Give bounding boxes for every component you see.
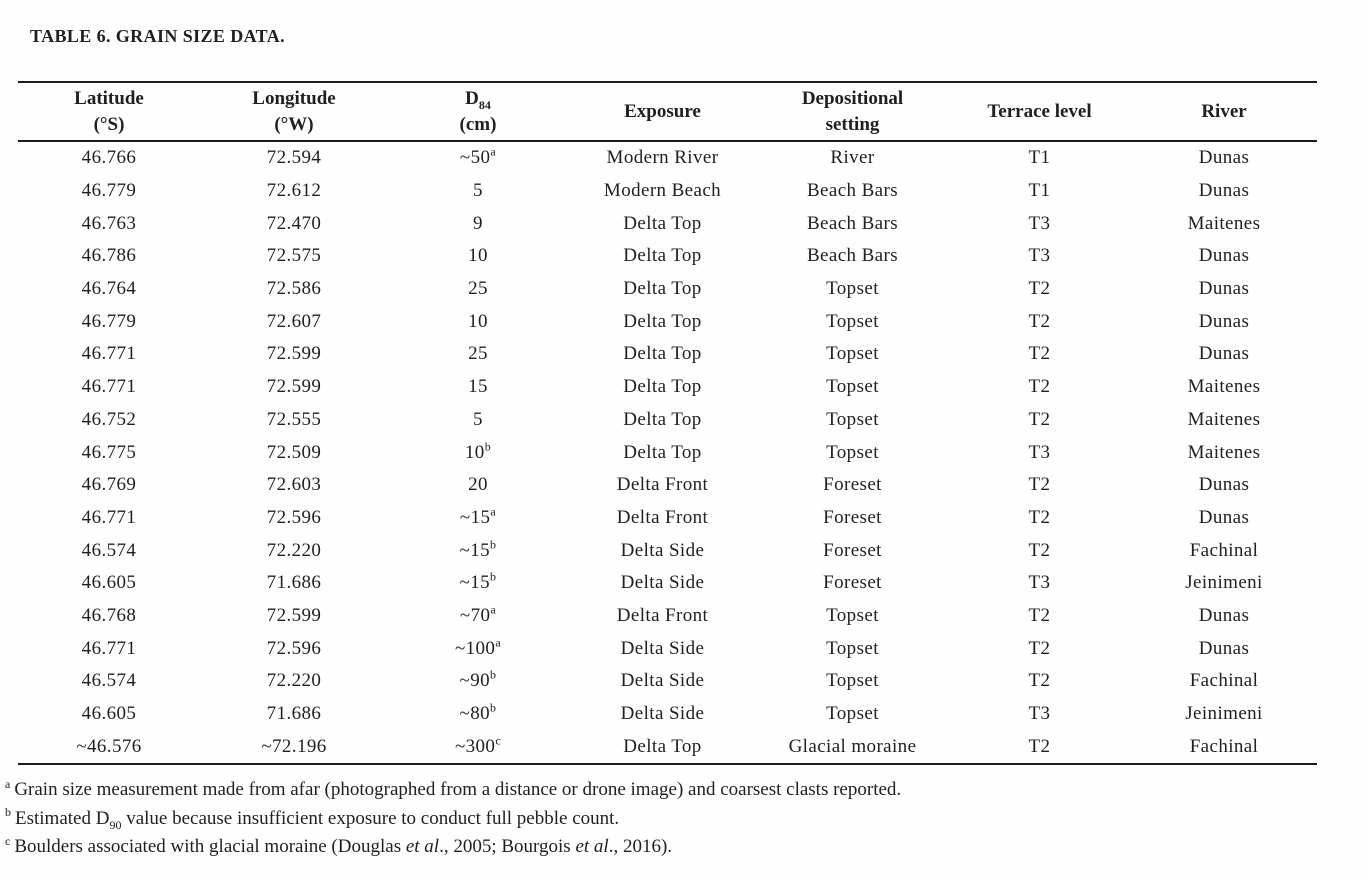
column-header-river: River bbox=[1131, 82, 1317, 141]
cell-latitude: 46.775 bbox=[81, 441, 137, 463]
cell-longitude: 72.599 bbox=[266, 376, 322, 398]
cell-d84: 10 bbox=[468, 245, 488, 267]
cell-terrace: T2 bbox=[1028, 376, 1051, 398]
cell-exposure: Delta Front bbox=[616, 506, 709, 528]
cell-d84: 25 bbox=[468, 343, 488, 365]
cell-terrace: T3 bbox=[1028, 212, 1051, 234]
table-row bbox=[18, 371, 1317, 404]
cell-terrace: T2 bbox=[1028, 604, 1051, 626]
table-row bbox=[18, 632, 1317, 665]
cell-d84: ~50$^a$ bbox=[459, 145, 497, 169]
cell-latitude: 46.771 bbox=[81, 506, 137, 528]
cell-latitude: 46.605 bbox=[81, 572, 137, 594]
cell-longitude: 72.594 bbox=[266, 147, 322, 169]
cell-latitude: 46.768 bbox=[81, 604, 137, 626]
footnote-b: $^b$ Estimated $D_{90}$ value because insufficient exposure to conduct full pebble count. bbox=[5, 805, 620, 832]
cell-terrace: T3 bbox=[1028, 703, 1051, 725]
cell-terrace: T2 bbox=[1028, 474, 1051, 496]
cell-d84: ~100$^a$ bbox=[454, 635, 502, 659]
cell-setting: Topset bbox=[826, 310, 879, 332]
cell-setting: Foreset bbox=[823, 474, 882, 496]
cell-exposure: Delta Top bbox=[623, 735, 702, 757]
cell-river: Jeinimeni bbox=[1185, 572, 1263, 594]
table-row bbox=[18, 534, 1317, 567]
cell-setting: Topset bbox=[826, 670, 879, 692]
table-row bbox=[18, 305, 1317, 338]
cell-latitude: 46.763 bbox=[81, 212, 137, 234]
cell-exposure: Delta Top bbox=[623, 310, 702, 332]
cell-river: Fachinal bbox=[1189, 670, 1259, 692]
cell-exposure: Delta Top bbox=[623, 278, 702, 300]
cell-terrace: T2 bbox=[1028, 310, 1051, 332]
cell-exposure: Delta Top bbox=[623, 376, 702, 398]
table-row bbox=[18, 175, 1317, 208]
table-title: TABLE 6. GRAIN SIZE DATA. bbox=[30, 26, 286, 46]
table-row bbox=[18, 600, 1317, 633]
cell-longitude: 72.596 bbox=[266, 637, 322, 659]
cell-exposure: Modern Beach bbox=[603, 180, 722, 202]
table-row bbox=[18, 730, 1317, 764]
cell-river: Maitenes bbox=[1187, 408, 1261, 430]
cell-exposure: Delta Top bbox=[623, 245, 702, 267]
cell-exposure: Delta Side bbox=[620, 572, 705, 594]
cell-latitude: 46.574 bbox=[81, 670, 137, 692]
cell-terrace: T2 bbox=[1028, 539, 1051, 561]
cell-longitude: 72.607 bbox=[266, 310, 322, 332]
cell-river: Dunas bbox=[1198, 180, 1250, 202]
cell-river: Dunas bbox=[1198, 474, 1250, 496]
cell-terrace: T2 bbox=[1028, 637, 1051, 659]
cell-setting: Beach Bars bbox=[806, 212, 899, 234]
cell-longitude: 72.586 bbox=[266, 278, 322, 300]
cell-river: Dunas bbox=[1198, 604, 1250, 626]
cell-longitude: 72.596 bbox=[266, 506, 322, 528]
cell-d84: 9 bbox=[473, 212, 483, 234]
cell-d84: ~15$^a$ bbox=[459, 504, 497, 528]
cell-terrace: T2 bbox=[1028, 735, 1051, 757]
cell-d84: 25 bbox=[468, 278, 488, 300]
cell-setting: Topset bbox=[826, 343, 879, 365]
column-header-d84: $D_{84}$ (cm) bbox=[388, 82, 568, 141]
cell-setting: Topset bbox=[826, 703, 879, 725]
cell-exposure: Delta Top bbox=[623, 343, 702, 365]
cell-setting: River bbox=[830, 147, 875, 169]
cell-latitude: 46.771 bbox=[81, 637, 137, 659]
cell-setting: Beach Bars bbox=[806, 245, 899, 267]
cell-exposure: Delta Top bbox=[623, 212, 702, 234]
cell-longitude: 72.509 bbox=[266, 441, 322, 463]
column-header-longitude: Longitude (°W) bbox=[200, 82, 388, 141]
footnote-a: $^a$ Grain size measurement made from afar (photographed from a distance or drone image) and coarsest clasts reported. bbox=[5, 776, 902, 800]
column-header-latitude: Latitude (°S) bbox=[18, 82, 200, 141]
cell-terrace: T3 bbox=[1028, 441, 1051, 463]
table-body bbox=[18, 141, 1317, 764]
table-row bbox=[18, 141, 1317, 175]
cell-d84: 5 bbox=[473, 408, 483, 430]
cell-terrace: T1 bbox=[1028, 147, 1051, 169]
cell-terrace: T2 bbox=[1028, 670, 1051, 692]
table-row bbox=[18, 273, 1317, 306]
cell-river: Dunas bbox=[1198, 278, 1250, 300]
cell-d84: 20 bbox=[468, 474, 488, 496]
footnote-marker: a bbox=[5, 776, 11, 791]
cell-river: Dunas bbox=[1198, 310, 1250, 332]
cell-longitude: 71.686 bbox=[266, 703, 322, 725]
footnote-marker: b bbox=[5, 805, 11, 820]
cell-river: Fachinal bbox=[1189, 735, 1259, 757]
cell-river: Jeinimeni bbox=[1185, 703, 1263, 725]
cell-latitude: 46.769 bbox=[81, 474, 137, 496]
table-header bbox=[18, 82, 1317, 141]
cell-river: Maitenes bbox=[1187, 212, 1261, 234]
cell-river: Dunas bbox=[1198, 637, 1250, 659]
cell-d84: 10$^b$ bbox=[464, 439, 492, 463]
table-row bbox=[18, 240, 1317, 273]
cell-setting: Topset bbox=[826, 441, 879, 463]
cell-latitude: 46.574 bbox=[81, 539, 137, 561]
cell-latitude: 46.771 bbox=[81, 343, 137, 365]
cell-longitude: 72.599 bbox=[266, 343, 322, 365]
cell-d84: ~80$^b$ bbox=[459, 700, 497, 725]
cell-setting: Beach Bars bbox=[806, 180, 899, 202]
table-row bbox=[18, 502, 1317, 535]
cell-d84: ~15$^b$ bbox=[459, 569, 497, 594]
cell-latitude: 46.752 bbox=[81, 408, 137, 430]
cell-terrace: T2 bbox=[1028, 278, 1051, 300]
cell-d84: ~15$^b$ bbox=[459, 537, 497, 561]
column-header-exposure: Exposure bbox=[568, 82, 757, 141]
column-header-setting: Depositional setting bbox=[757, 82, 948, 141]
cell-longitude: 72.220 bbox=[266, 670, 322, 692]
table-row bbox=[18, 567, 1317, 600]
table-row bbox=[18, 404, 1317, 437]
cell-exposure: Modern River bbox=[606, 147, 719, 169]
column-header-terrace: Terrace level bbox=[948, 82, 1131, 141]
cell-river: Fachinal bbox=[1189, 539, 1259, 561]
cell-latitude: ~46.576 bbox=[76, 735, 142, 757]
cell-terrace: T2 bbox=[1028, 506, 1051, 528]
footnote-c: $^c$ Boulders associated with glacial moraine (Douglas et al., 2005; Bourgois et al., 2016). bbox=[5, 833, 673, 857]
cell-exposure: Delta Side bbox=[620, 670, 705, 692]
table-row bbox=[18, 665, 1317, 698]
table-row bbox=[18, 698, 1317, 731]
cell-setting: Topset bbox=[826, 604, 879, 626]
table-row bbox=[18, 207, 1317, 240]
cell-setting: Topset bbox=[826, 376, 879, 398]
cell-setting: Topset bbox=[826, 637, 879, 659]
cell-terrace: T3 bbox=[1028, 245, 1051, 267]
cell-exposure: Delta Top bbox=[623, 441, 702, 463]
grain-size-table bbox=[18, 81, 1317, 765]
cell-latitude: 46.605 bbox=[81, 703, 137, 725]
header-row bbox=[18, 82, 1317, 141]
cell-d84: 15 bbox=[468, 376, 488, 398]
cell-longitude: 72.470 bbox=[266, 212, 322, 234]
cell-latitude: 46.771 bbox=[81, 376, 137, 398]
cell-exposure: Delta Top bbox=[623, 408, 702, 430]
cell-terrace: T3 bbox=[1028, 572, 1051, 594]
cell-exposure: Delta Side bbox=[620, 703, 705, 725]
cell-latitude: 46.779 bbox=[81, 310, 137, 332]
table-row bbox=[18, 436, 1317, 469]
cell-setting: Topset bbox=[826, 278, 879, 300]
cell-latitude: 46.786 bbox=[81, 245, 137, 267]
cell-longitude: 72.603 bbox=[266, 474, 322, 496]
cell-d84: ~70$^a$ bbox=[459, 602, 497, 626]
cell-terrace: T1 bbox=[1028, 180, 1051, 202]
footnotes bbox=[5, 776, 1335, 862]
cell-d84: 10 bbox=[468, 310, 488, 332]
cell-setting: Topset bbox=[826, 408, 879, 430]
cell-exposure: Delta Side bbox=[620, 637, 705, 659]
cell-river: Dunas bbox=[1198, 506, 1250, 528]
cell-longitude: 72.220 bbox=[266, 539, 322, 561]
cell-longitude: 71.686 bbox=[266, 572, 322, 594]
table-row bbox=[18, 338, 1317, 371]
cell-setting: Foreset bbox=[823, 539, 882, 561]
cell-exposure: Delta Front bbox=[616, 474, 709, 496]
cell-longitude: 72.599 bbox=[266, 604, 322, 626]
cell-setting: Foreset bbox=[823, 572, 882, 594]
cell-latitude: 46.779 bbox=[81, 180, 137, 202]
cell-exposure: Delta Side bbox=[620, 539, 705, 561]
cell-terrace: T2 bbox=[1028, 343, 1051, 365]
cell-setting: Foreset bbox=[823, 506, 882, 528]
cell-exposure: Delta Front bbox=[616, 604, 709, 626]
cell-river: Dunas bbox=[1198, 147, 1250, 169]
cell-d84: ~90$^b$ bbox=[459, 668, 497, 692]
cell-river: Maitenes bbox=[1187, 376, 1261, 398]
cell-latitude: 46.764 bbox=[81, 278, 137, 300]
footnote-marker: c bbox=[5, 833, 11, 848]
cell-d84: ~300$^c$ bbox=[454, 733, 502, 757]
cell-longitude: 72.575 bbox=[266, 245, 322, 267]
cell-river: Dunas bbox=[1198, 343, 1250, 365]
cell-setting: Glacial moraine bbox=[788, 735, 917, 757]
cell-d84: 5 bbox=[473, 180, 483, 202]
cell-river: Dunas bbox=[1198, 245, 1250, 267]
cell-longitude: ~72.196 bbox=[261, 735, 327, 757]
table-row bbox=[18, 469, 1317, 502]
cell-latitude: 46.766 bbox=[81, 147, 137, 169]
cell-longitude: 72.555 bbox=[266, 408, 322, 430]
cell-longitude: 72.612 bbox=[266, 180, 322, 202]
cell-terrace: T2 bbox=[1028, 408, 1051, 430]
cell-river: Maitenes bbox=[1187, 441, 1261, 463]
